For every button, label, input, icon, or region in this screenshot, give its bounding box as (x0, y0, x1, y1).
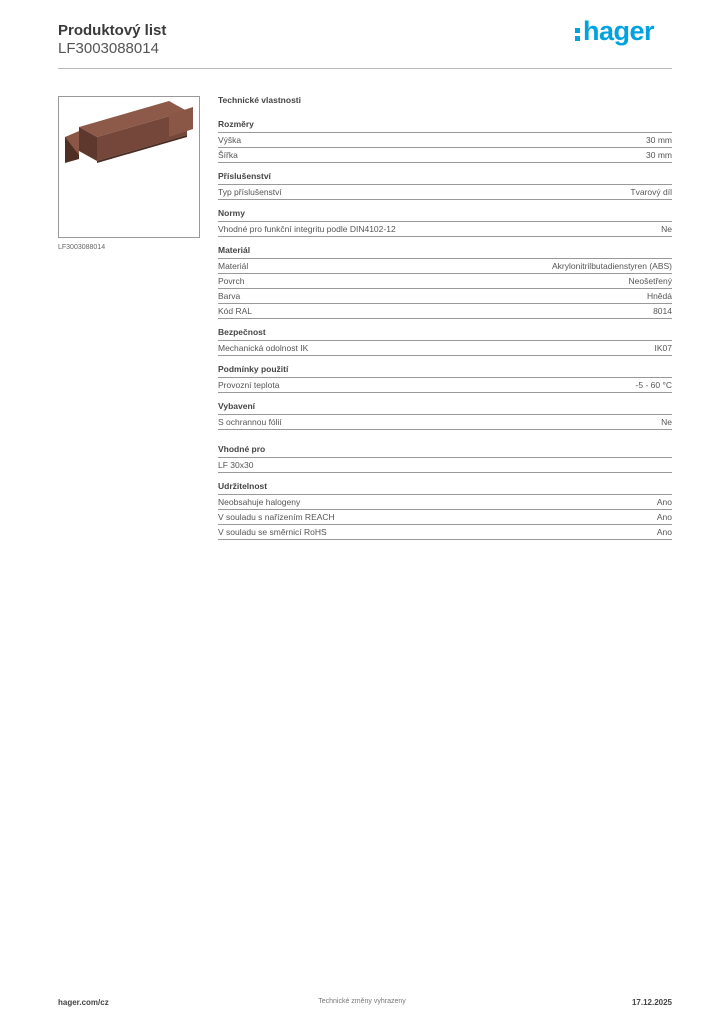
product-code: LF3003088014 (58, 40, 159, 57)
spec-group-title: Příslušenství (218, 171, 672, 185)
footer-website: hager.com/cz (58, 998, 109, 1007)
spec-row (218, 304, 672, 319)
spec-label: Výška (218, 135, 242, 145)
spec-row (218, 378, 672, 393)
spec-group (218, 119, 672, 163)
header-divider (58, 68, 672, 69)
spec-label: Materiál (218, 261, 249, 271)
spec-label: Typ příslušenství (218, 187, 282, 197)
spec-label: Provozní teplota (218, 380, 280, 390)
spec-value: 8014 (653, 306, 672, 316)
spec-group (218, 401, 672, 430)
spec-row (218, 185, 672, 200)
spec-row (218, 495, 672, 510)
spec-row (218, 274, 672, 289)
spec-row (218, 289, 672, 304)
spec-row (218, 133, 672, 148)
spec-group-title: Bezpečnost (218, 327, 672, 341)
spec-label: V souladu se směrnicí RoHS (218, 527, 327, 537)
spec-label: S ochrannou fólií (218, 417, 282, 427)
specs-title: Technické vlastnosti (218, 95, 301, 105)
spec-value: Ne (661, 224, 672, 234)
spec-row (218, 259, 672, 274)
spec-group (218, 208, 672, 237)
spec-group (218, 245, 672, 319)
spec-label: LF 30x30 (218, 460, 254, 470)
spec-value: Ne (661, 417, 672, 427)
logo-dots-icon (575, 23, 581, 41)
spec-group-title: Vybavení (218, 401, 672, 415)
spec-value: Akrylonitrilbutadienstyren (ABS) (552, 261, 672, 271)
spec-group-title: Vhodné pro (218, 444, 672, 458)
spec-row (218, 148, 672, 163)
spec-value: Ano (656, 527, 672, 537)
spec-value: -5 - 60 °C (635, 380, 672, 390)
spec-group-title: Podmínky použití (218, 364, 672, 378)
spec-value: Hnědá (646, 291, 672, 301)
spec-group-title: Materiál (218, 245, 672, 259)
image-caption: LF3003088014 (58, 244, 106, 251)
spec-value: Neošetřený (628, 276, 672, 286)
spec-label: Šířka (218, 150, 238, 160)
spec-group-title: Udržitelnost (218, 481, 672, 495)
spec-row (218, 341, 672, 356)
spec-value: IK07 (654, 343, 672, 353)
spec-value: Ano (656, 497, 672, 507)
product-image (58, 96, 200, 238)
hager-logo (575, 16, 654, 46)
logo-text: hager (582, 16, 654, 46)
spec-value: Tvarový díl (630, 187, 672, 197)
spec-label: Kód RAL (218, 306, 253, 316)
spec-value: 30 mm (646, 150, 672, 160)
spec-label: Mechanická odolnost IK (218, 343, 309, 353)
spec-row (218, 525, 672, 540)
spec-row (218, 510, 672, 525)
spec-value: Ano (656, 512, 672, 522)
spec-row (218, 415, 672, 430)
spec-group-title: Normy (218, 208, 672, 222)
spec-label: Neobsahuje halogeny (218, 497, 301, 507)
cable-trunking-piece-icon (59, 97, 199, 237)
document-title: Produktový list (58, 22, 167, 39)
technical-specs (218, 95, 672, 548)
spec-group (218, 481, 672, 540)
spec-label: Vhodné pro funkční integritu podle DIN4102-12 (218, 224, 396, 234)
spec-label: Barva (218, 291, 241, 301)
footer-date: 17.12.2025 (631, 998, 672, 1007)
spec-group (218, 364, 672, 393)
spec-group (218, 444, 672, 473)
spec-row (218, 458, 672, 473)
footer-notice: Technické změny vyhrazeny (318, 998, 406, 1005)
spec-value: 30 mm (646, 135, 672, 145)
spec-label: V souladu s nařízením REACH (218, 512, 335, 522)
spec-label: Povrch (218, 276, 245, 286)
spec-group (218, 171, 672, 200)
spec-row (218, 222, 672, 237)
spec-group-title: Rozměry (218, 119, 672, 133)
spec-group (218, 327, 672, 356)
page-header (58, 22, 166, 58)
